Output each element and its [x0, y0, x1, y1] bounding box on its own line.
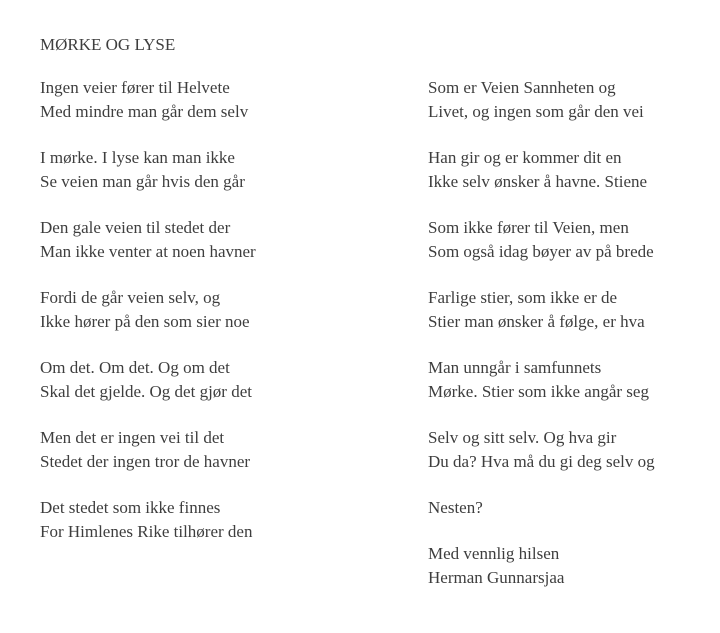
poem-line: Selv og sitt selv. Og hva gir [428, 428, 617, 447]
poem-line: Den gale veien til stedet der [40, 218, 231, 237]
poem-title: MØRKE OG LYSE [40, 35, 176, 54]
poem-line: I mørke. I lyse kan man ikke [40, 148, 235, 167]
stanza [428, 146, 655, 194]
stanza [40, 216, 256, 264]
stanza [428, 356, 655, 404]
poem-line: Om det. Om det. Og om det [40, 358, 230, 377]
poem-line: Ingen veier fører til Helvete [40, 78, 230, 97]
poem-line: Fordi de går veien selv, og [40, 288, 221, 307]
stanza [428, 542, 655, 590]
poem-line: Stedet der ingen tror de havner [40, 452, 251, 471]
poem-line: Som også idag bøyer av på brede [428, 242, 654, 261]
stanza [428, 76, 655, 124]
right-column [428, 76, 655, 612]
poem-line: Det stedet som ikke finnes [40, 498, 221, 517]
poem-line: Som er Veien Sannheten og [428, 78, 616, 97]
poem-line: Mørke. Stier som ikke angår seg [428, 382, 649, 401]
poem-line: Du da? Hva må du gi deg selv og [428, 452, 655, 471]
poem-line: Som ikke fører til Veien, men [428, 218, 629, 237]
stanza [428, 496, 655, 520]
poem-line: For Himlenes Rike tilhører den [40, 522, 253, 541]
poem-line: Nesten? [428, 498, 483, 517]
poem-line: Livet, og ingen som går den vei [428, 102, 644, 121]
poem-line: Man ikke venter at noen havner [40, 242, 256, 261]
poem-line: Stier man ønsker å følge, er hva [428, 312, 645, 331]
stanza [428, 216, 655, 264]
poem-line: Med mindre man går dem selv [40, 102, 249, 121]
poem-line: Men det er ingen vei til det [40, 428, 225, 447]
poem-line: Ikke selv ønsker å havne. Stiene [428, 172, 648, 191]
stanza [428, 426, 655, 474]
stanza [40, 426, 256, 474]
left-column [40, 76, 256, 566]
poem-line: Herman Gunnarsjaa [428, 568, 565, 587]
poem-line: Med vennlig hilsen [428, 544, 560, 563]
stanza [40, 286, 256, 334]
poem-line: Man unngår i samfunnets [428, 358, 602, 377]
poem-line: Han gir og er kommer dit en [428, 148, 622, 167]
poem-line: Farlige stier, som ikke er de [428, 288, 618, 307]
poem-line: Ikke hører på den som sier noe [40, 312, 250, 331]
stanza [40, 76, 256, 124]
poem-line: Skal det gjelde. Og det gjør det [40, 382, 252, 401]
stanza [40, 146, 256, 194]
stanza [428, 286, 655, 334]
poem-line: Se veien man går hvis den går [40, 172, 245, 191]
stanza [40, 496, 256, 544]
stanza [40, 356, 256, 404]
